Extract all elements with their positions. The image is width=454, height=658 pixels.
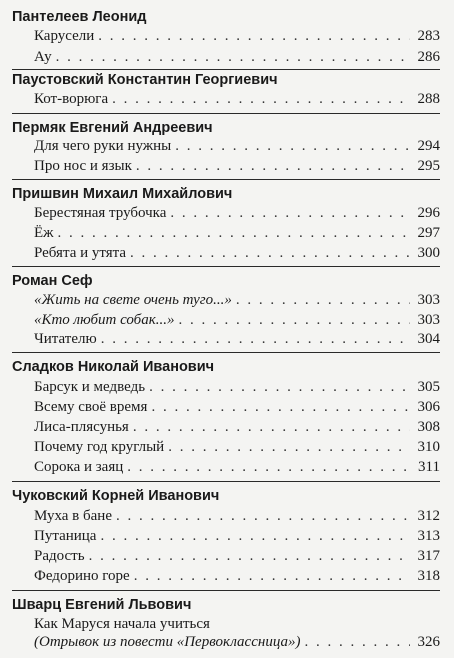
toc-entry — [34, 546, 440, 566]
toc-entry — [34, 506, 440, 526]
entry-title: Всему своё время — [34, 399, 148, 415]
entry-title: Лиса-плясунья — [34, 419, 129, 435]
entry-page: 305 — [417, 379, 440, 395]
toc-entry — [34, 136, 440, 156]
entry-title: Радость — [34, 548, 85, 564]
entry-title: Как Маруся начала учиться — [34, 616, 210, 632]
entry-title: Барсук и медведь — [34, 379, 146, 395]
section-divider — [12, 590, 440, 591]
entry-title: Ау — [34, 49, 52, 65]
toc-entry — [34, 397, 440, 417]
leader-dots — [116, 506, 410, 526]
entry-page: 297 — [417, 225, 440, 241]
toc-entry — [34, 47, 440, 67]
leader-dots — [133, 417, 410, 437]
entry-title: «Кто любит собак...» — [34, 312, 175, 328]
toc-entry — [34, 377, 440, 397]
toc-entry — [34, 632, 440, 652]
entry-title: Карусели — [34, 28, 95, 44]
entry-page: 311 — [418, 459, 440, 475]
entry-page: 313 — [417, 528, 440, 544]
leader-dots — [170, 203, 410, 223]
entry-page: 296 — [417, 205, 440, 221]
entry-page: 304 — [417, 331, 440, 347]
toc-entry — [34, 566, 440, 586]
toc-entry — [34, 203, 440, 223]
entry-page: 294 — [417, 138, 440, 154]
entry-page: 288 — [417, 91, 440, 107]
toc-entry — [34, 89, 440, 109]
entry-page: 317 — [417, 548, 440, 564]
section-divider — [12, 113, 440, 114]
leader-dots — [175, 136, 410, 156]
author-heading: Чуковский Корней Иванович — [12, 488, 220, 504]
leader-dots — [130, 243, 410, 263]
entry-page: 312 — [417, 508, 440, 524]
entry-title: Ёж — [34, 225, 54, 241]
leader-dots — [151, 397, 410, 417]
entry-title: Читателю — [34, 331, 97, 347]
entry-page: 283 — [417, 28, 440, 44]
entry-page: 310 — [417, 439, 440, 455]
leader-dots — [168, 437, 410, 457]
leader-dots — [127, 457, 410, 477]
leader-dots — [179, 310, 411, 330]
leader-dots — [134, 566, 410, 586]
entry-title: (Отрывок из повести «Первоклассница») — [34, 634, 301, 650]
entry-title: Для чего руки нужны — [34, 138, 172, 154]
entry-page: 303 — [417, 292, 440, 308]
entry-title: «Жить на свете очень туго...» — [34, 292, 232, 308]
author-heading: Роман Сеф — [12, 273, 93, 289]
entry-title: Ребята и утята — [34, 245, 127, 261]
section-divider — [12, 266, 440, 267]
toc-entry — [34, 526, 440, 546]
author-heading: Шварц Евгений Львович — [12, 597, 192, 613]
leader-dots — [98, 26, 410, 46]
entry-page: 306 — [417, 399, 440, 415]
toc-entry — [34, 223, 440, 243]
entry-page: 300 — [417, 245, 440, 261]
section-divider — [12, 179, 440, 180]
entry-title: Муха в бане — [34, 508, 112, 524]
leader-dots — [305, 632, 411, 652]
leader-dots — [149, 377, 410, 397]
leader-dots — [112, 89, 410, 109]
entry-page: 308 — [417, 419, 440, 435]
entry-title: Почему год круглый — [34, 439, 165, 455]
leader-dots — [236, 290, 410, 310]
entry-title: Путаница — [34, 528, 97, 544]
author-heading: Пришвин Михаил Михайлович — [12, 186, 233, 202]
leader-dots — [100, 526, 410, 546]
toc-entry — [34, 26, 440, 46]
toc-entry — [34, 290, 440, 310]
toc-entry — [34, 417, 440, 437]
leader-dots — [56, 47, 410, 67]
entry-title: Федорино горе — [34, 568, 130, 584]
leader-dots — [101, 329, 410, 349]
author-heading: Пантелеев Леонид — [12, 9, 147, 25]
section-divider — [12, 352, 440, 353]
leader-dots — [89, 546, 410, 566]
toc-entry — [34, 156, 440, 176]
toc-entry — [34, 310, 440, 330]
author-heading: Пермяк Евгений Андреевич — [12, 120, 213, 136]
entry-page: 326 — [417, 634, 440, 650]
author-heading: Сладков Николай Иванович — [12, 359, 215, 375]
leader-dots — [58, 223, 410, 243]
toc-entry — [34, 437, 440, 457]
entry-page: 295 — [417, 158, 440, 174]
entry-title: Берестяная трубочка — [34, 205, 167, 221]
entry-page: 303 — [417, 312, 440, 328]
entry-title: Сорока и заяц — [34, 459, 124, 475]
toc-entry — [34, 614, 440, 634]
entry-page: 286 — [417, 49, 440, 65]
entry-page: 318 — [417, 568, 440, 584]
entry-title: Про нос и язык — [34, 158, 132, 174]
toc-entry — [34, 457, 440, 477]
author-heading: Паустовский Константин Георгиевич — [12, 72, 278, 88]
entry-title: Кот-ворюга — [34, 91, 109, 107]
toc-entry — [34, 329, 440, 349]
section-divider — [12, 481, 440, 482]
leader-dots — [136, 156, 410, 176]
toc-entry — [34, 243, 440, 263]
